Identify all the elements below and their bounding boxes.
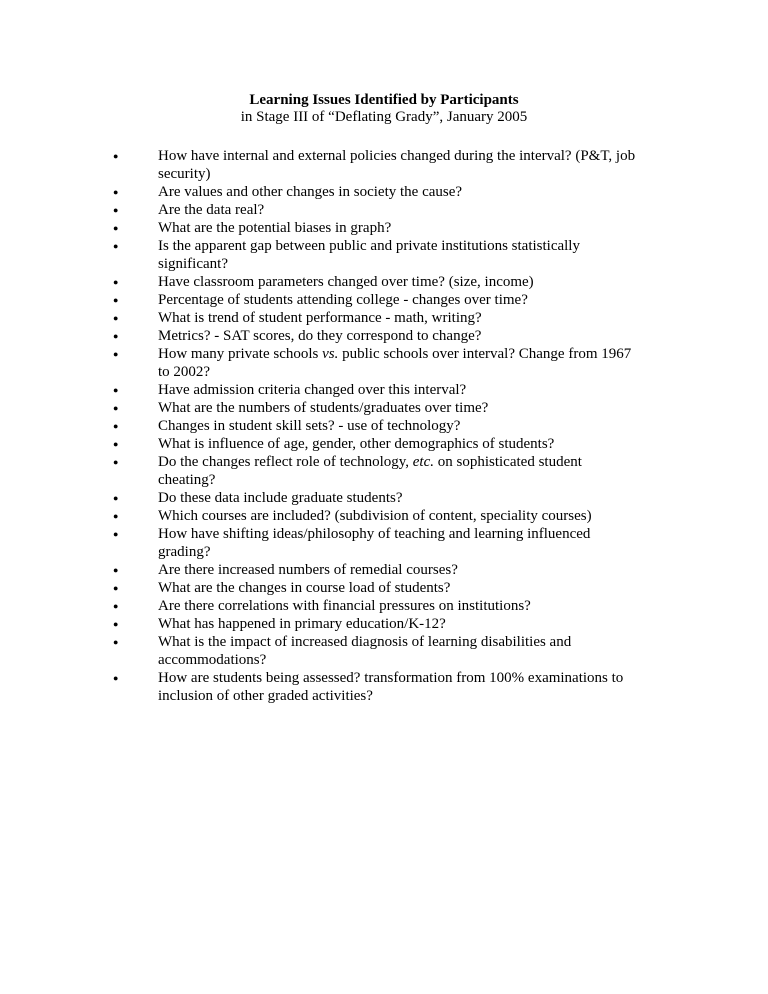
list-item-text-part: How have shifting ideas/philosophy of teaching and learning influenced grading? [158,526,591,560]
list-item [0,381,638,399]
bullet-icon: ● [113,331,119,341]
list-item-text-part: How are students being assessed? transformation from 100% examinations to inclusion of other graded activities? [158,670,624,704]
bullet-icon: ● [113,205,119,215]
list-item-text-part: Do the changes reflect role of technology, [158,454,413,470]
list-item [0,615,638,633]
document-subtitle: in Stage III of “Deflating Grady”, January 2005 [240,109,528,125]
list-item [0,435,638,453]
list-item-text-part: Have admission criteria changed over this interval? [158,382,467,398]
bullet-icon: ● [113,637,119,647]
list-item-text [158,525,638,561]
list-item-text [158,219,638,237]
list-item-text-part: Percentage of students attending college - changes over time? [158,292,528,308]
list-item [0,291,638,309]
bullet-icon: ● [113,565,119,575]
list-item-text [158,237,638,273]
list-item [0,273,638,291]
bullet-icon: ● [113,673,119,683]
list-item-text-part: What is trend of student performance - math, writing? [158,310,482,326]
bullet-icon: ● [113,295,119,305]
list-item-text [158,615,638,633]
list-item-text [158,579,638,597]
list-item-text-part: Are there increased numbers of remedial courses? [158,562,458,578]
list-item-text-part: What are the numbers of students/graduates over time? [158,400,489,416]
list-item-text-part: Are there correlations with financial pressures on institutions? [158,598,531,614]
list-item [0,309,638,327]
list-item-text [158,309,638,327]
list-item-text-part: How have internal and external policies changed during the interval? (P&T, job security) [158,148,636,182]
bullet-icon: ● [113,583,119,593]
bullet-icon: ● [113,385,119,395]
list-item-text [158,561,638,579]
list-item-text-part: Changes in student skill sets? - use of technology? [158,418,461,434]
list-item-text [158,489,638,507]
list-item-text [158,381,638,399]
list-item-text-part: How many private schools [158,346,323,362]
list-item-text-part: Have classroom parameters changed over time? (size, income) [158,274,534,290]
list-item [0,597,638,615]
list-item [0,579,638,597]
bullet-icon: ● [113,349,119,359]
list-item-text-part: What has happened in primary education/K-12? [158,616,446,632]
list-item [0,507,638,525]
list-item-text-part: What are the potential biases in graph? [158,220,392,236]
bullet-icon: ● [113,223,119,233]
list-item-text [158,435,638,453]
list-item-text-part: Metrics? - SAT scores, do they correspond to change? [158,328,482,344]
bullet-icon: ● [113,151,119,161]
bullet-icon: ● [113,439,119,449]
list-item [0,327,638,345]
list-item-text [158,417,638,435]
bullet-icon: ● [113,529,119,539]
list-item-text [158,399,638,417]
list-item [0,525,638,561]
document-title: Learning Issues Identified by Participants [249,92,519,108]
list-item [0,237,638,273]
bullet-icon: ● [113,601,119,611]
bullet-icon: ● [113,421,119,431]
list-item-text [158,633,638,669]
list-item-text-part: What are the changes in course load of students? [158,580,451,596]
list-item [0,417,638,435]
bullet-icon: ● [113,619,119,629]
list-item-text [158,291,638,309]
learning-issues-list [0,147,638,705]
list-item-text [158,507,638,525]
list-item [0,219,638,237]
bullet-icon: ● [113,457,119,467]
list-item-text [158,273,638,291]
list-item-text-part: Which courses are included? (subdivision of content, speciality courses) [158,508,592,524]
bullet-icon: ● [113,187,119,197]
list-item-text [158,327,638,345]
list-item-text-part: What is the impact of increased diagnosis of learning disabilities and accommodations? [158,634,572,668]
list-item-text [158,669,638,705]
list-item-text-part: Are values and other changes in society the cause? [158,184,463,200]
list-item [0,201,638,219]
list-item-text-part: Are the data real? [158,202,265,218]
list-item [0,147,638,183]
list-item-text-part: Do these data include graduate students? [158,490,403,506]
list-item-text [158,147,638,183]
bullet-icon: ● [113,277,119,287]
list-item [0,399,638,417]
bullet-icon: ● [113,511,119,521]
list-item [0,183,638,201]
list-item-text-part: What is influence of age, gender, other demographics of students? [158,436,555,452]
list-item-text [158,345,638,381]
list-item-text-part: on sophisticated student cheating? [158,454,582,488]
list-item-emphasis: etc. [412,454,434,470]
document-heading [0,92,768,126]
list-item-text [158,597,638,615]
list-item [0,453,638,489]
list-item-text [158,453,638,489]
list-item [0,633,638,669]
list-item [0,489,638,507]
list-item [0,561,638,579]
list-item-text [158,201,638,219]
list-item [0,345,638,381]
bullet-icon: ● [113,313,119,323]
list-item-emphasis: vs. [322,346,339,362]
list-item-text-part: Is the apparent gap between public and private institutions statistically significant? [158,238,580,272]
list-item-text-part: public schools over interval? Change from 1967 to 2002? [158,346,632,380]
list-item [0,669,638,705]
bullet-icon: ● [113,403,119,413]
bullet-icon: ● [113,241,119,251]
bullet-icon: ● [113,493,119,503]
list-item-text [158,183,638,201]
